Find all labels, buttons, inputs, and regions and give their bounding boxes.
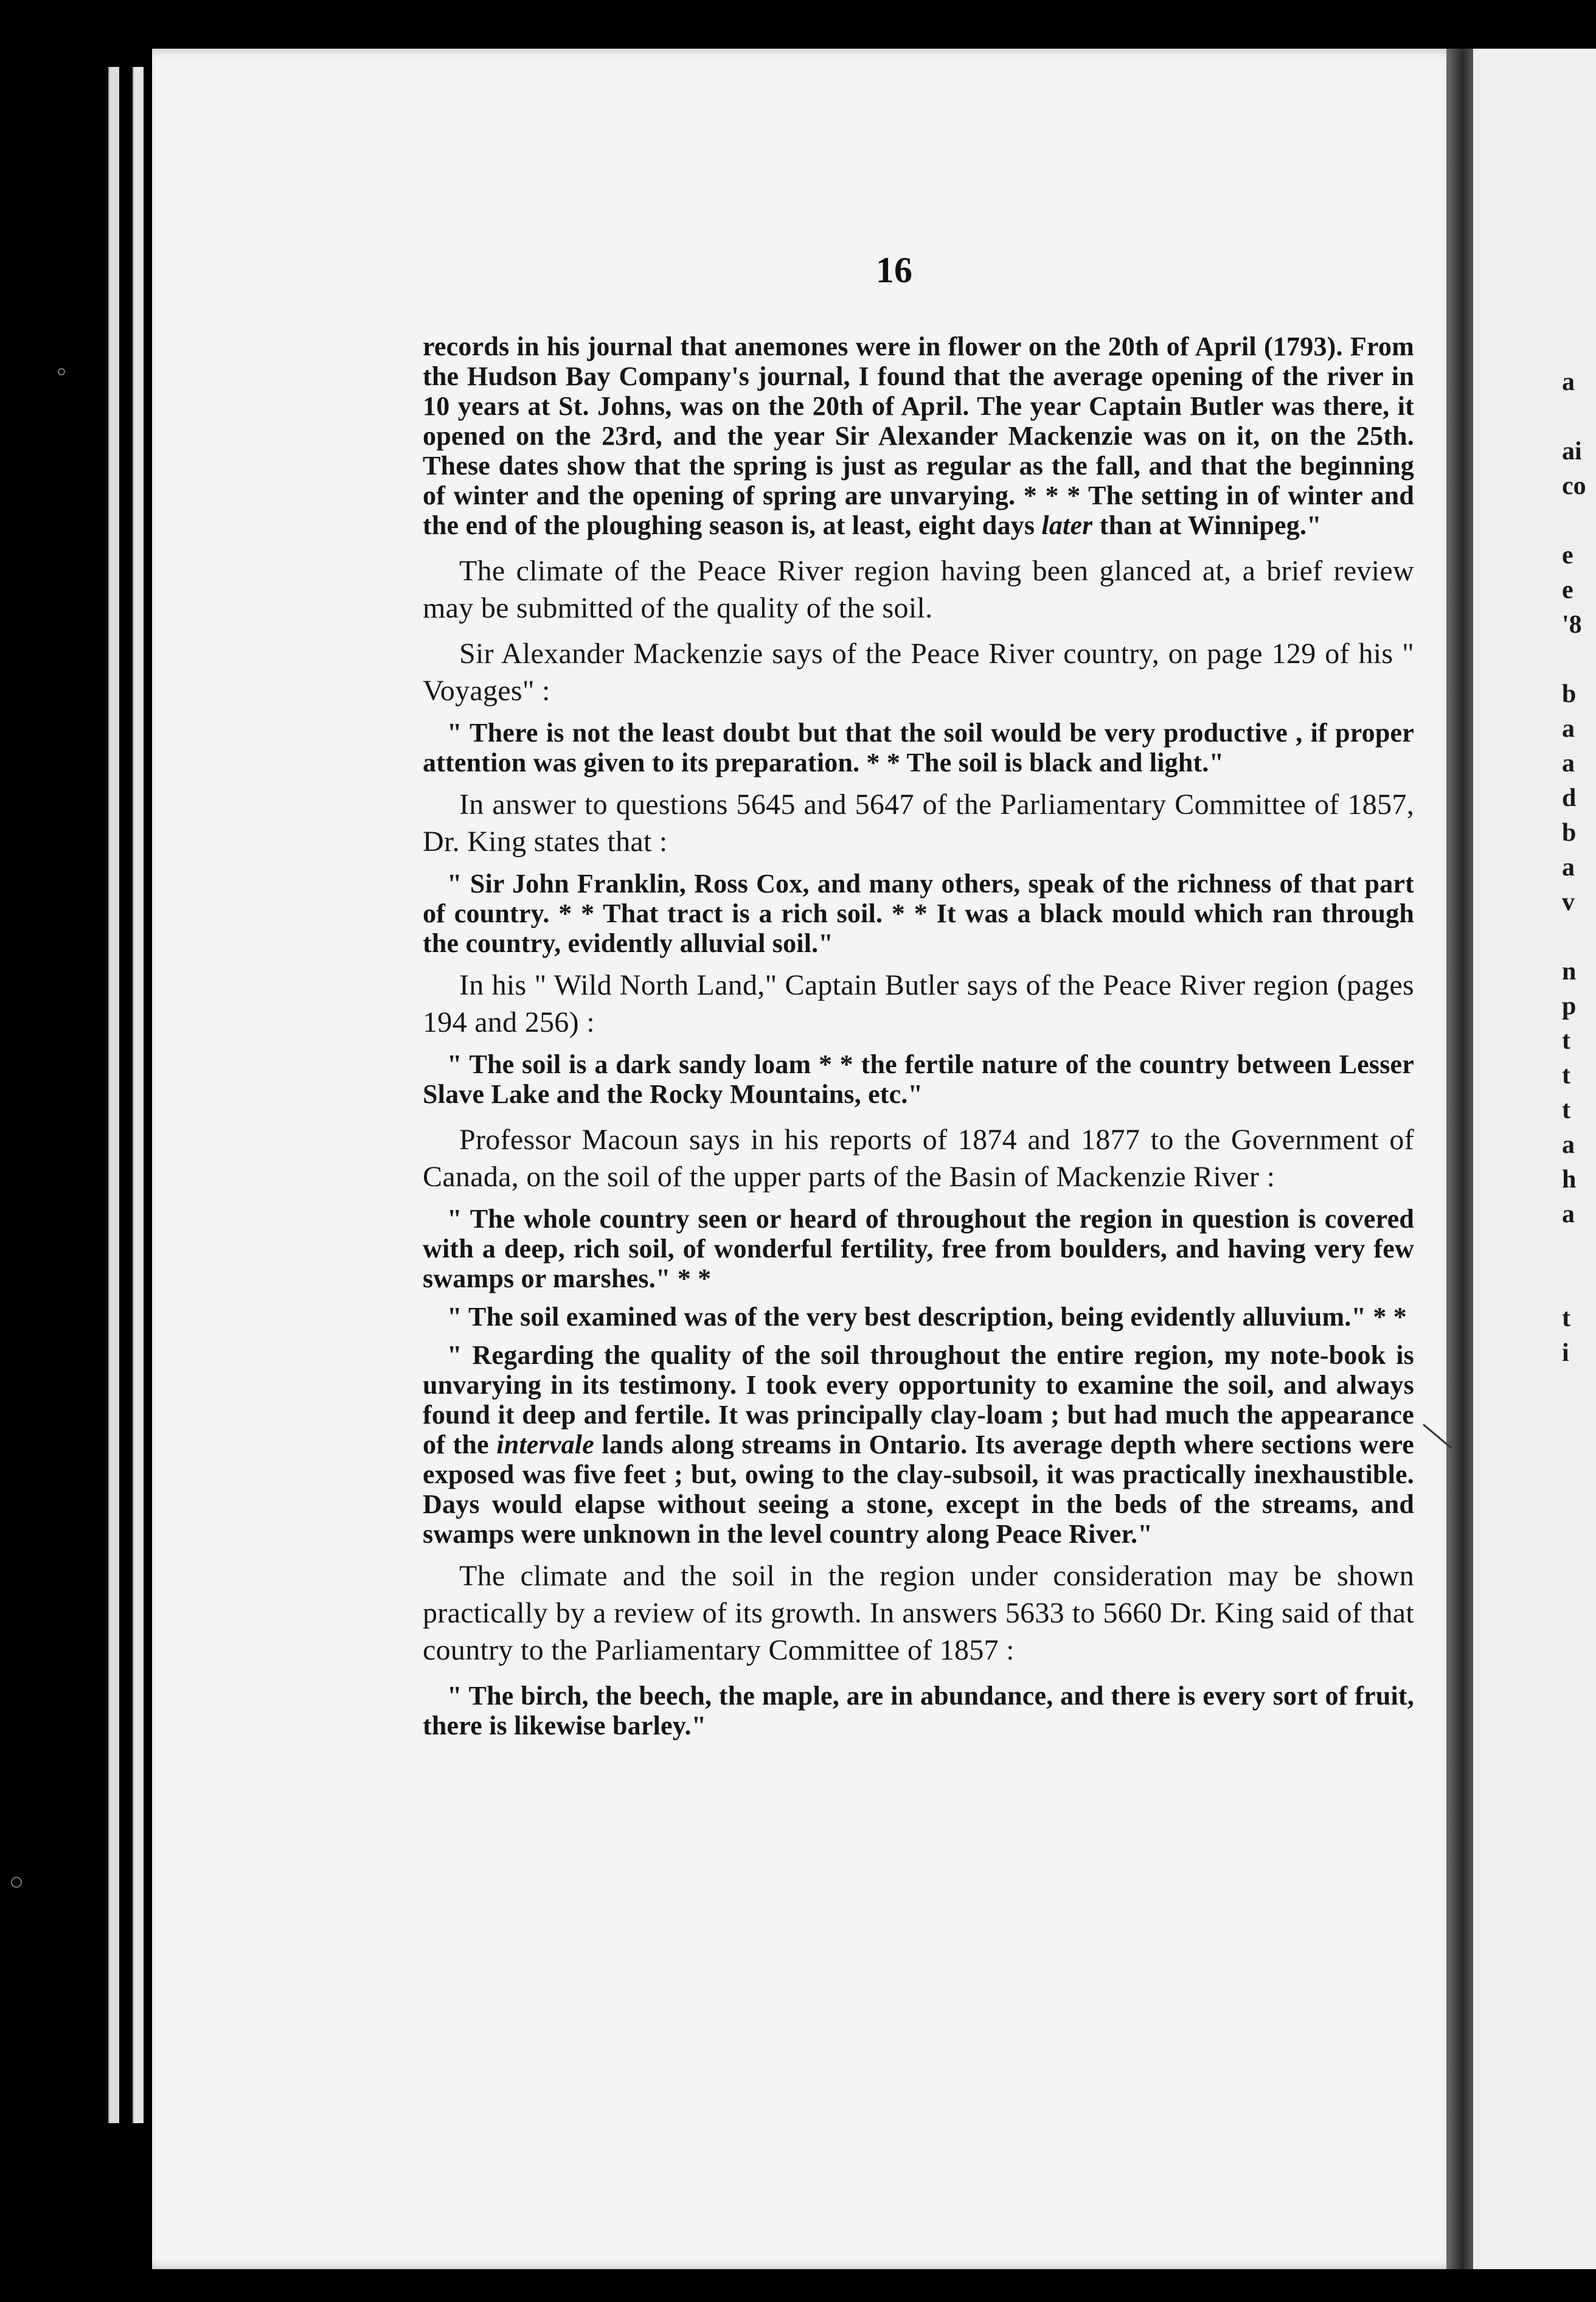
binding-gutter [1446,49,1473,2269]
body-paragraph: The climate of the Peace River region having been glanced at, a brief review may be submitted of the quality of the soil. [423,555,1414,624]
page-edge [108,67,119,2123]
page-edge [133,67,144,2123]
body-paragraph: In his " Wild North Land," Captain Butler says of the Peace River region (pages 194 and 256) : [423,969,1414,1038]
body-paragraph: The climate and the soil in the region under consideration may be shown practically by a review of its growth. In answers 5633 to 5660 Dr. King said of that country to the Parliamentary Committee of 1857 : [423,1560,1414,1666]
scan-dot [58,368,65,375]
quote-paragraph: " The soil examined was of the very best description, being evidently alluvium." * * [447,1302,1407,1332]
quote-paragraph: " The soil is a dark sandy loam * * the fertile nature of the country between Lesser Slave Lake and the Rocky Mountains, etc." [423,1049,1414,1109]
scan-dot [11,1877,22,1888]
adjacent-page-text-fragments: a ai co e e '8 b a a d b a v n p t t t a h a t i [1562,368,1586,1367]
quote-paragraph: " The birch, the beech, the maple, are in abundance, and there is every sort of fruit, there is likewise barley." [423,1681,1414,1740]
body-paragraph: In answer to questions 5645 and 5647 of the Parliamentary Committee of 1857, Dr. King states that : [423,788,1414,858]
page-number: 16 [876,250,912,290]
quote-paragraph: " The whole country seen or heard of throughout the region in question is covered with a deep, rich soil, of wonderful fertility, free from boulders, and having very few swamps or marshes." * * [423,1204,1414,1293]
quote-paragraph: records in his journal that anemones were in flower on the 20th of April (1793). From the Hudson Bay Company's journal, I found that the average opening of the river in 10 years at St. Johns, was on the 20th of April. The year Captain Butler was there, it opened on the 23rd, and the year Sir Alexander Mackenzie was on it, on the 25th. These dates show that the spring is just as regular as the fall, and that the beginning of winter and the opening of spring are unvarying. * * * The setting in of winter and the end of the ploughing season is, at least, eight days later than at Winnipeg." [423,332,1414,540]
quote-paragraph: " Regarding the quality of the soil throughout the entire region, my note-book is unvarying in its testimony. I took every opportunity to examine the soil, and always found it deep and fertile. It was principally clay-loam ; but had much the appearance of the intervale lands along streams in Ontario. Its average depth where sections were exposed was five feet ; but, owing to the clay-subsoil, it was practically inexhaustible. Days would elapse without seeing a stone, except in the beds of the streams, and swamps were unknown in the level country along Peace River." [423,1340,1414,1549]
body-paragraph: Professor Macoun says in his reports of 1874 and 1877 to the Government of Canada, on the soil of the upper parts of the Basin of Mackenzie River : [423,1124,1414,1193]
page-body-text [423,332,1414,1740]
quote-paragraph: " Sir John Franklin, Ross Cox, and many others, speak of the richness of that part of country. * * That tract is a rich soil. * * It was a black mould which ran through the country, evidently alluvial soil." [423,869,1414,958]
quote-paragraph: " There is not the least doubt but that the soil would be very productive , if proper attention was given to its preparation. * * The soil is black and light." [423,718,1414,777]
body-paragraph: Sir Alexander Mackenzie says of the Peace River country, on page 129 of his " Voyages" : [423,638,1414,707]
